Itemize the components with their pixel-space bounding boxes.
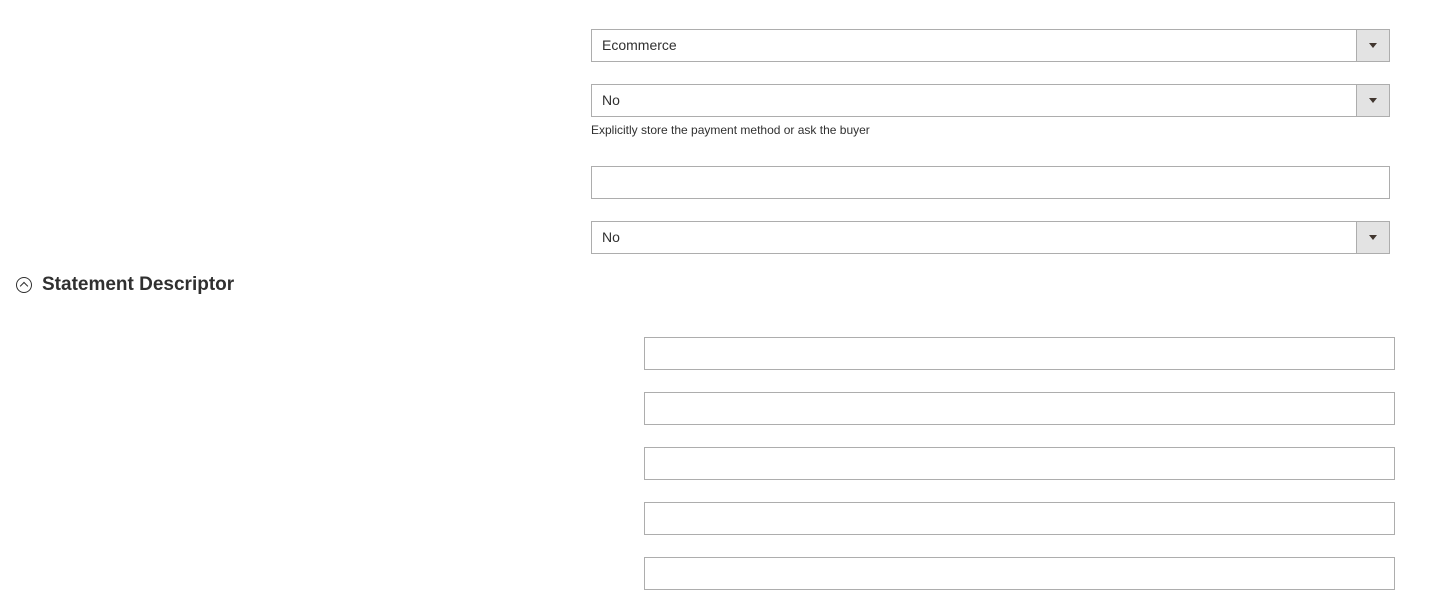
require-security-code-select[interactable] bbox=[591, 221, 1390, 254]
require-security-code-value: No bbox=[602, 229, 620, 245]
statement-phone-input[interactable] bbox=[644, 502, 1395, 535]
chevron-up-circle-icon bbox=[16, 277, 32, 293]
require-security-code-dropdown-arrow[interactable] bbox=[1356, 222, 1389, 253]
chevron-down-icon bbox=[1369, 43, 1377, 48]
statement-url-input[interactable] bbox=[644, 557, 1395, 590]
section-title: Statement Descriptor bbox=[42, 274, 235, 295]
payment-store-value: No bbox=[602, 92, 620, 108]
payment-store-select[interactable] bbox=[591, 84, 1390, 117]
payment-source-select[interactable] bbox=[591, 29, 1390, 62]
custom-data-input[interactable] bbox=[591, 166, 1390, 199]
chevron-down-icon bbox=[1369, 98, 1377, 103]
statement-city-input[interactable] bbox=[644, 447, 1395, 480]
statement-descriptor-section-toggle[interactable] bbox=[16, 272, 234, 298]
payment-source-value: Ecommerce bbox=[602, 37, 677, 53]
payment-store-dropdown-arrow[interactable] bbox=[1356, 85, 1389, 116]
chevron-down-icon bbox=[1369, 235, 1377, 240]
payment-source-dropdown-arrow[interactable] bbox=[1356, 30, 1389, 61]
statement-description-input[interactable] bbox=[644, 392, 1395, 425]
statement-name-input[interactable] bbox=[644, 337, 1395, 370]
payment-store-note: Explicitly store the payment method or ask the buyer bbox=[591, 123, 870, 137]
